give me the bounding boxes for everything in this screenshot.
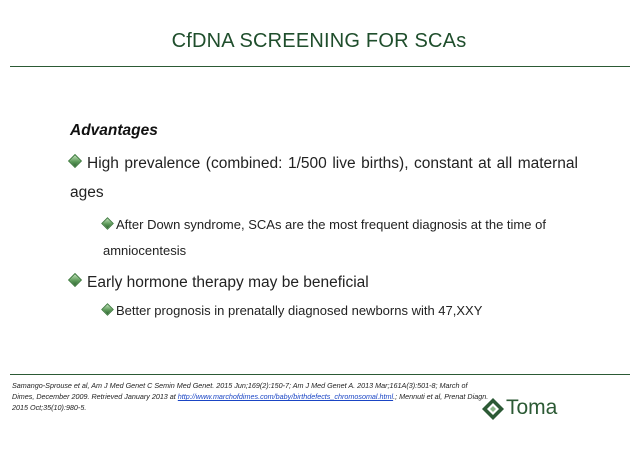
bullet-prevalence-text: High prevalence (combined: 1/500 live births), constant at all maternal ages	[70, 155, 578, 201]
footer-divider	[10, 374, 630, 375]
bullet-hormone-therapy-text: Early hormone therapy may be beneficial	[87, 274, 369, 291]
references-text: Samango-Sprouse et al, Am J Med Genet C Semin Med Genet. 2015 Jun;169(2):150-7; Am J Med Genet A. 2013 Mar;161A(3):501-8; March of Dimes, December 2009. Retrieved January 2013 at	[12, 381, 468, 401]
title-divider	[10, 66, 630, 67]
subbullet-diamond-icon	[101, 217, 114, 230]
subbullet-diamond-icon	[101, 303, 114, 316]
subbullet-down-syndrome-text: After Down syndrome, SCAs are the most frequent diagnosis at the time of amniocentesis	[103, 217, 546, 258]
subbullet-prognosis	[103, 298, 573, 324]
bullet-diamond-icon	[68, 273, 82, 287]
bullet-diamond-icon	[68, 154, 82, 168]
references-link[interactable]: http://www.marchofdimes.com/baby/birthdefects_chromosomal.html	[177, 392, 394, 401]
subbullet-prognosis-text: Better prognosis in prenatally diagnosed newborns with 47,XXY	[116, 303, 483, 318]
advantages-heading: Advantages	[70, 122, 158, 139]
bullet-prevalence	[70, 149, 578, 207]
bullet-hormone-therapy	[70, 268, 578, 297]
toma-logo-text: Toma	[506, 396, 558, 419]
references	[12, 380, 490, 413]
slide-title: CfDNA SCREENING FOR SCAs	[171, 30, 467, 52]
subbullet-down-syndrome	[103, 212, 573, 264]
references-text-end: .; Mennuti et al, Prenat Diagn. 2015 Oct;35(10):980-5.	[12, 392, 489, 412]
